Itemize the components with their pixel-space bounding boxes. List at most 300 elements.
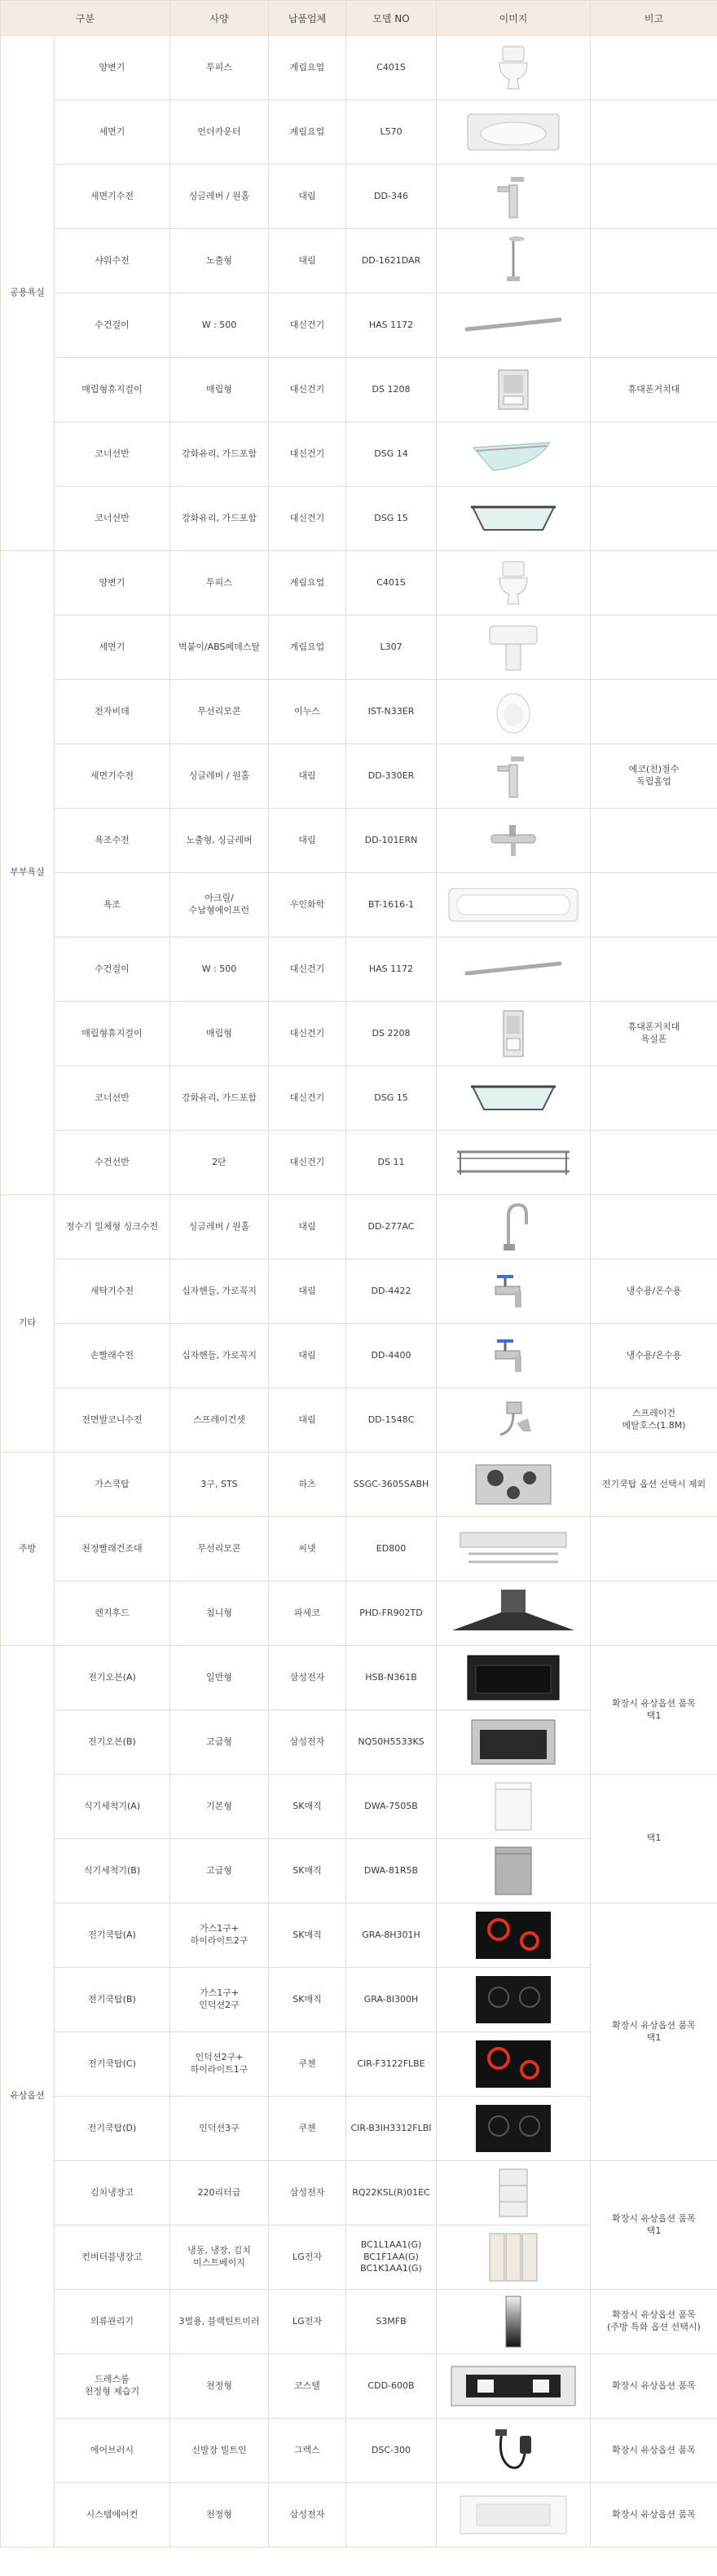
table-row [1, 873, 717, 937]
group-label: 기타 [1, 1195, 55, 1453]
note-cell: 확장시 유상옵션 품목 (주방 특화 옵션 선택시) [591, 2290, 717, 2354]
note-cell [591, 680, 717, 744]
table-row [1, 744, 717, 809]
item-cell: 수건걸이 [55, 937, 170, 1002]
gas-cooktop-icon [440, 1462, 587, 1507]
model-cell: NQ50H5533KS [346, 1710, 437, 1775]
spec-cell: 투피스 [170, 551, 269, 615]
item-cell: 매립형휴지걸이 [55, 358, 170, 422]
item-cell: 전기오븐(B) [55, 1710, 170, 1775]
item-cell: 세면기 [55, 100, 170, 165]
image-cell [437, 1775, 591, 1839]
towel-shelf-icon [440, 1142, 587, 1183]
glass-shelf-icon [440, 1075, 587, 1121]
spec-cell: 220리터급 [170, 2161, 269, 2225]
image-cell [437, 1710, 591, 1775]
spec-cell: 투피스 [170, 36, 269, 100]
spec-cell: 기본형 [170, 1775, 269, 1839]
header-image: 이미지 [437, 1, 591, 36]
spec-cell: 무선리모콘 [170, 680, 269, 744]
spec-cell: 싱글레버 / 원홀 [170, 744, 269, 809]
item-cell: 양변기 [55, 551, 170, 615]
model-cell: GRA-8I300H [346, 1968, 437, 2032]
note-cell [591, 487, 717, 551]
spec-cell: 아크릴/ 수납형에이프런 [170, 873, 269, 937]
vendor-cell: 대림 [269, 744, 346, 809]
model-cell: RQ22KSL(R)01EC [346, 2161, 437, 2225]
note-cell [591, 1517, 717, 1581]
note-cell [591, 809, 717, 873]
note-cell [591, 293, 717, 358]
vendor-cell: SK매직 [269, 1903, 346, 1968]
image-cell [437, 2161, 591, 2225]
image-cell [437, 229, 591, 293]
bathtub-icon [440, 882, 587, 928]
image-cell [437, 937, 591, 1002]
table-row [1, 293, 717, 358]
table-row [1, 1453, 717, 1517]
table-row [1, 36, 717, 100]
model-cell: PHD-FR902TD [346, 1581, 437, 1646]
model-cell: HAS 1172 [346, 293, 437, 358]
model-cell: S3MFB [346, 2290, 437, 2354]
image-cell [437, 1903, 591, 1968]
item-cell: 매립형휴지걸이 [55, 1002, 170, 1066]
table-row [1, 2419, 717, 2483]
item-cell: 샤워수전 [55, 229, 170, 293]
image-cell [437, 1002, 591, 1066]
group-label: 주방 [1, 1453, 55, 1646]
table-row [1, 809, 717, 873]
table-row [1, 1259, 717, 1324]
model-cell: CIR-B3IH3312FLBI [346, 2097, 437, 2161]
spec-cell: 매립형 [170, 1002, 269, 1066]
note-cell [591, 1066, 717, 1131]
item-cell: 코너선반 [55, 1066, 170, 1131]
spec-cell: 가스1구+ 하이라이트2구 [170, 1903, 269, 1968]
model-cell: HAS 1172 [346, 937, 437, 1002]
header-note: 비고 [591, 1, 717, 36]
image-cell [437, 1195, 591, 1259]
model-cell: DSG 15 [346, 1066, 437, 1131]
vendor-cell: 파세코 [269, 1581, 346, 1646]
table-row [1, 1646, 717, 1710]
note-cell: 확장시 유상옵션 품목 [591, 2354, 717, 2419]
vendor-cell: 쿠첸 [269, 2032, 346, 2097]
image-cell [437, 744, 591, 809]
ceiling-dryer-icon [440, 1526, 587, 1572]
towel-bar-icon [440, 313, 587, 337]
spec-cell: 2단 [170, 1131, 269, 1195]
vendor-cell: 대림 [269, 1259, 346, 1324]
model-cell: BC1L1AA1(G) BC1F1AA(G) BC1K1AA1(G) [346, 2225, 437, 2290]
faucet-icon [440, 752, 587, 801]
image-cell [437, 809, 591, 873]
model-cell: DD-4422 [346, 1259, 437, 1324]
header-model: 모델 NO [346, 1, 437, 36]
item-cell: 전기쿡탑(D) [55, 2097, 170, 2161]
paper-holder-tall-icon [440, 1008, 587, 1060]
model-cell: C401S [346, 36, 437, 100]
model-cell: DS 2208 [346, 1002, 437, 1066]
vendor-cell: 쿠첸 [269, 2097, 346, 2161]
vendor-cell: 대림 [269, 229, 346, 293]
vendor-cell: SK매직 [269, 1839, 346, 1903]
image-cell [437, 1388, 591, 1453]
model-cell: DD-4400 [346, 1324, 437, 1388]
note-cell [591, 1581, 717, 1646]
spec-cell: 일반형 [170, 1646, 269, 1710]
header-spec: 사양 [170, 1, 269, 36]
note-cell: 휴대폰거치대 [591, 358, 717, 422]
styler-icon [440, 2293, 587, 2350]
image-cell [437, 1581, 591, 1646]
image-cell [437, 2354, 591, 2419]
image-cell [437, 1517, 591, 1581]
note-cell: 확장시 유상옵션 품목 택1 [591, 2161, 717, 2290]
model-cell: BT-1616-1 [346, 873, 437, 937]
image-cell [437, 2225, 591, 2290]
item-cell: 세면기수전 [55, 744, 170, 809]
vendor-cell: 대림 [269, 1195, 346, 1259]
vendor-cell: LG전자 [269, 2290, 346, 2354]
vendor-cell: 대신건기 [269, 1131, 346, 1195]
dishwasher-white-icon [440, 1780, 587, 1833]
item-cell: 의류관리기 [55, 2290, 170, 2354]
spec-cell: 싱글레버 / 원홀 [170, 1195, 269, 1259]
spec-cell: 십자핸들, 가로꼭지 [170, 1324, 269, 1388]
model-cell: DS 1208 [346, 358, 437, 422]
image-cell [437, 2290, 591, 2354]
vendor-cell: 계림요업 [269, 551, 346, 615]
table-row [1, 1775, 717, 1839]
spec-cell: 인덕션3구 [170, 2097, 269, 2161]
spec-cell: W : 500 [170, 937, 269, 1002]
vendor-cell: 삼성전자 [269, 1710, 346, 1775]
range-hood-icon [440, 1588, 587, 1639]
image-cell [437, 1839, 591, 1903]
model-cell: DD-277AC [346, 1195, 437, 1259]
image-cell [437, 1453, 591, 1517]
item-cell: 렌지후드 [55, 1581, 170, 1646]
table-row [1, 2290, 717, 2354]
table-row [1, 1388, 717, 1453]
note-cell [591, 615, 717, 680]
item-cell: 천정빨래건조대 [55, 1517, 170, 1581]
dishwasher-steel-icon [440, 1844, 587, 1898]
image-cell [437, 1324, 591, 1388]
vendor-cell: 대신건기 [269, 1066, 346, 1131]
item-cell: 식기세척기(B) [55, 1839, 170, 1903]
model-cell: DSG 15 [346, 487, 437, 551]
item-cell: 욕조수전 [55, 809, 170, 873]
system-aircon-icon [440, 2490, 587, 2540]
item-cell: 세면기 [55, 615, 170, 680]
image-cell [437, 2419, 591, 2483]
model-cell: IST-N33ER [346, 680, 437, 744]
note-cell [591, 165, 717, 229]
image-cell [437, 1131, 591, 1195]
table-row [1, 422, 717, 487]
table-row [1, 1517, 717, 1581]
spec-cell: 3벌용, 블랙틴트미러 [170, 2290, 269, 2354]
header-vendor: 납품업체 [269, 1, 346, 36]
table-row [1, 229, 717, 293]
image-cell [437, 873, 591, 937]
model-cell: DD-330ER [346, 744, 437, 809]
table-header-row [1, 1, 717, 36]
oven-steel-icon [440, 1717, 587, 1767]
electric-cooktop-icon [440, 1908, 587, 1962]
item-cell: 전면발코니수전 [55, 1388, 170, 1453]
table-row [1, 1581, 717, 1646]
induction-cooktop-icon [440, 2102, 587, 2155]
image-cell [437, 1066, 591, 1131]
table-row [1, 165, 717, 229]
corner-shelf-icon [440, 431, 587, 477]
image-cell [437, 2097, 591, 2161]
group-label: 유상옵션 [1, 1646, 55, 2547]
table-row [1, 2483, 717, 2547]
vendor-cell: 대신건기 [269, 487, 346, 551]
item-cell: 욕조 [55, 873, 170, 937]
table-row [1, 358, 717, 422]
air-brush-icon [440, 2426, 587, 2475]
table-row [1, 2161, 717, 2225]
note-cell: 확장시 유상옵션 품목 [591, 2419, 717, 2483]
item-cell: 수건걸이 [55, 293, 170, 358]
image-cell [437, 615, 591, 680]
image-cell [437, 293, 591, 358]
model-cell: ED800 [346, 1517, 437, 1581]
group-label: 공용욕실 [1, 36, 55, 551]
vendor-cell: 그렉스 [269, 2419, 346, 2483]
item-cell: 전기오븐(A) [55, 1646, 170, 1710]
image-cell [437, 358, 591, 422]
table-row [1, 551, 717, 615]
item-cell: 전기쿡탑(A) [55, 1903, 170, 1968]
spec-cell: 신발장 빌트인 [170, 2419, 269, 2483]
table-row [1, 1324, 717, 1388]
model-cell: C401S [346, 551, 437, 615]
vendor-cell: 대림 [269, 165, 346, 229]
spec-cell: 노출형 [170, 229, 269, 293]
note-cell [591, 100, 717, 165]
glass-shelf-icon [440, 496, 587, 541]
item-cell: 전기쿡탑(B) [55, 1968, 170, 2032]
model-cell: DD-1621DAR [346, 229, 437, 293]
spec-cell: 인덕션2구+ 하이라이트1구 [170, 2032, 269, 2097]
model-cell: GRA-8H301H [346, 1903, 437, 1968]
kimchi-fridge-icon [440, 2166, 587, 2220]
table-row [1, 1066, 717, 1131]
model-cell: DSG 14 [346, 422, 437, 487]
spec-cell: 강화유리, 가드포함 [170, 1066, 269, 1131]
image-cell [437, 2483, 591, 2547]
image-cell [437, 1646, 591, 1710]
vendor-cell: SK매직 [269, 1968, 346, 2032]
note-cell: 냉수용/온수용 [591, 1324, 717, 1388]
vendor-cell: 대림 [269, 1388, 346, 1453]
model-cell: DD-1548C [346, 1388, 437, 1453]
model-cell: DD-346 [346, 165, 437, 229]
model-cell [346, 2483, 437, 2547]
item-cell: 시스템에어컨 [55, 2483, 170, 2547]
vendor-cell: SK매직 [269, 1775, 346, 1839]
item-cell: 전기쿡탑(C) [55, 2032, 170, 2097]
spec-cell: 고급형 [170, 1839, 269, 1903]
spec-cell: 강화유리, 가드포함 [170, 487, 269, 551]
image-cell [437, 1968, 591, 2032]
image-cell [437, 551, 591, 615]
vendor-cell: 하츠 [269, 1453, 346, 1517]
table-row [1, 615, 717, 680]
vendor-cell: 삼성전자 [269, 2161, 346, 2225]
item-cell: 정수기 일체형 싱크수전 [55, 1195, 170, 1259]
note-cell [591, 229, 717, 293]
vendor-cell: 대림 [269, 809, 346, 873]
note-cell [591, 1131, 717, 1195]
note-cell: 확장시 유상옵션 품목 택1 [591, 1903, 717, 2161]
toilet-icon [440, 43, 587, 92]
note-cell: 확장시 유상옵션 품목 택1 [591, 1646, 717, 1775]
toilet-icon [440, 558, 587, 607]
model-cell: L307 [346, 615, 437, 680]
image-cell [437, 1259, 591, 1324]
model-cell: CDD-600B [346, 2354, 437, 2419]
induction-cooktop-icon [440, 1973, 587, 2027]
washer-faucet-icon [440, 1333, 587, 1378]
vendor-cell: 대신건기 [269, 1002, 346, 1066]
image-cell [437, 100, 591, 165]
vendor-cell: 계림요업 [269, 615, 346, 680]
spec-cell: 벽붙이/ABS페데스탈 [170, 615, 269, 680]
vendor-cell: 이누스 [269, 680, 346, 744]
note-cell: 전기쿡탑 옵션 선택시 제외 [591, 1453, 717, 1517]
vendor-cell: 씨넷 [269, 1517, 346, 1581]
table-row [1, 937, 717, 1002]
image-cell [437, 680, 591, 744]
item-cell: 수건선반 [55, 1131, 170, 1195]
vendor-cell: 대신건기 [269, 422, 346, 487]
item-cell: 코너선반 [55, 422, 170, 487]
table-row [1, 2354, 717, 2419]
model-cell: DWA-81R5B [346, 1839, 437, 1903]
item-cell: 컨버터블냉장고 [55, 2225, 170, 2290]
sink-icon [440, 109, 587, 155]
spec-cell: 노출형, 싱글레버 [170, 809, 269, 873]
vendor-cell: 삼성전자 [269, 1646, 346, 1710]
note-cell: 스프레이건 메탈호스(1.8M) [591, 1388, 717, 1453]
item-cell: 드레스룸 천정형 제습기 [55, 2354, 170, 2419]
spec-cell: 스프레이건셋 [170, 1388, 269, 1453]
paper-holder-icon [440, 367, 587, 412]
vendor-cell: LG전자 [269, 2225, 346, 2290]
vendor-cell: 대림 [269, 1324, 346, 1388]
table-row [1, 487, 717, 551]
item-cell: 손빨래수전 [55, 1324, 170, 1388]
spec-cell: 강화유리, 가드포함 [170, 422, 269, 487]
item-cell: 세면기수전 [55, 165, 170, 229]
vendor-cell: 삼성전자 [269, 2483, 346, 2547]
oven-icon [440, 1652, 587, 1703]
note-cell [591, 873, 717, 937]
spec-cell: 3구, STS [170, 1453, 269, 1517]
item-cell: 양변기 [55, 36, 170, 100]
towel-bar-icon [440, 957, 587, 981]
item-cell: 세탁기수전 [55, 1259, 170, 1324]
note-cell [591, 36, 717, 100]
model-cell: DSC-300 [346, 2419, 437, 2483]
spec-cell: 싱글레버 / 원홀 [170, 165, 269, 229]
pedestal-sink-icon [440, 621, 587, 673]
note-cell [591, 422, 717, 487]
note-cell: 에코(친)절수 독립홈업 [591, 744, 717, 809]
image-cell [437, 36, 591, 100]
spray-gun-icon [440, 1396, 587, 1445]
spec-cell: 언더카운터 [170, 100, 269, 165]
item-cell: 식기세척기(A) [55, 1775, 170, 1839]
kitchen-faucet-icon [440, 1200, 587, 1254]
shower-icon [440, 232, 587, 289]
note-cell [591, 937, 717, 1002]
group-label: 부부욕실 [1, 551, 55, 1195]
spec-cell: 냉동, 냉장, 김치 미스트베이지 [170, 2225, 269, 2290]
table-row [1, 1195, 717, 1259]
note-cell: 휴대폰거치대 욕실폰 [591, 1002, 717, 1066]
image-cell [437, 165, 591, 229]
spec-cell: 천정형 [170, 2483, 269, 2547]
item-cell: 코너선반 [55, 487, 170, 551]
note-cell: 냉수용/온수용 [591, 1259, 717, 1324]
item-cell: 김치냉장고 [55, 2161, 170, 2225]
item-cell: 전자비데 [55, 680, 170, 744]
spec-cell: 십자핸들, 가로꼭지 [170, 1259, 269, 1324]
vendor-cell: 계림요업 [269, 36, 346, 100]
item-cell: 가스쿡탑 [55, 1453, 170, 1517]
note-cell [591, 1195, 717, 1259]
note-cell: 택1 [591, 1775, 717, 1903]
table-row [1, 100, 717, 165]
spec-cell: 가스1구+ 인덕션2구 [170, 1968, 269, 2032]
bath-faucet-icon [440, 820, 587, 861]
spec-cell: 고급형 [170, 1710, 269, 1775]
convertible-fridge-icon [440, 2230, 587, 2284]
note-cell: 확장시 유상옵션 품목 [591, 2483, 717, 2547]
model-cell: DS 11 [346, 1131, 437, 1195]
spec-cell: 천정형 [170, 2354, 269, 2419]
table-row [1, 680, 717, 744]
table-row [1, 1131, 717, 1195]
table-row [1, 1903, 717, 1968]
vendor-cell: 대신건기 [269, 937, 346, 1002]
model-cell: HSB-N361B [346, 1646, 437, 1710]
model-cell: CIR-F3122FLBE [346, 2032, 437, 2097]
spec-cell: W : 500 [170, 293, 269, 358]
model-cell: DWA-7505B [346, 1775, 437, 1839]
dehumidifier-icon [440, 2362, 587, 2411]
bidet-icon [440, 687, 587, 736]
header-category: 구분 [1, 1, 170, 36]
vendor-cell: 우인화학 [269, 873, 346, 937]
item-cell: 에어브러시 [55, 2419, 170, 2483]
image-cell [437, 2032, 591, 2097]
vendor-cell: 대신건기 [269, 293, 346, 358]
faucet-icon [440, 172, 587, 221]
table-row [1, 1002, 717, 1066]
spec-cell: 매립형 [170, 358, 269, 422]
spec-cell: 무선리모콘 [170, 1517, 269, 1581]
